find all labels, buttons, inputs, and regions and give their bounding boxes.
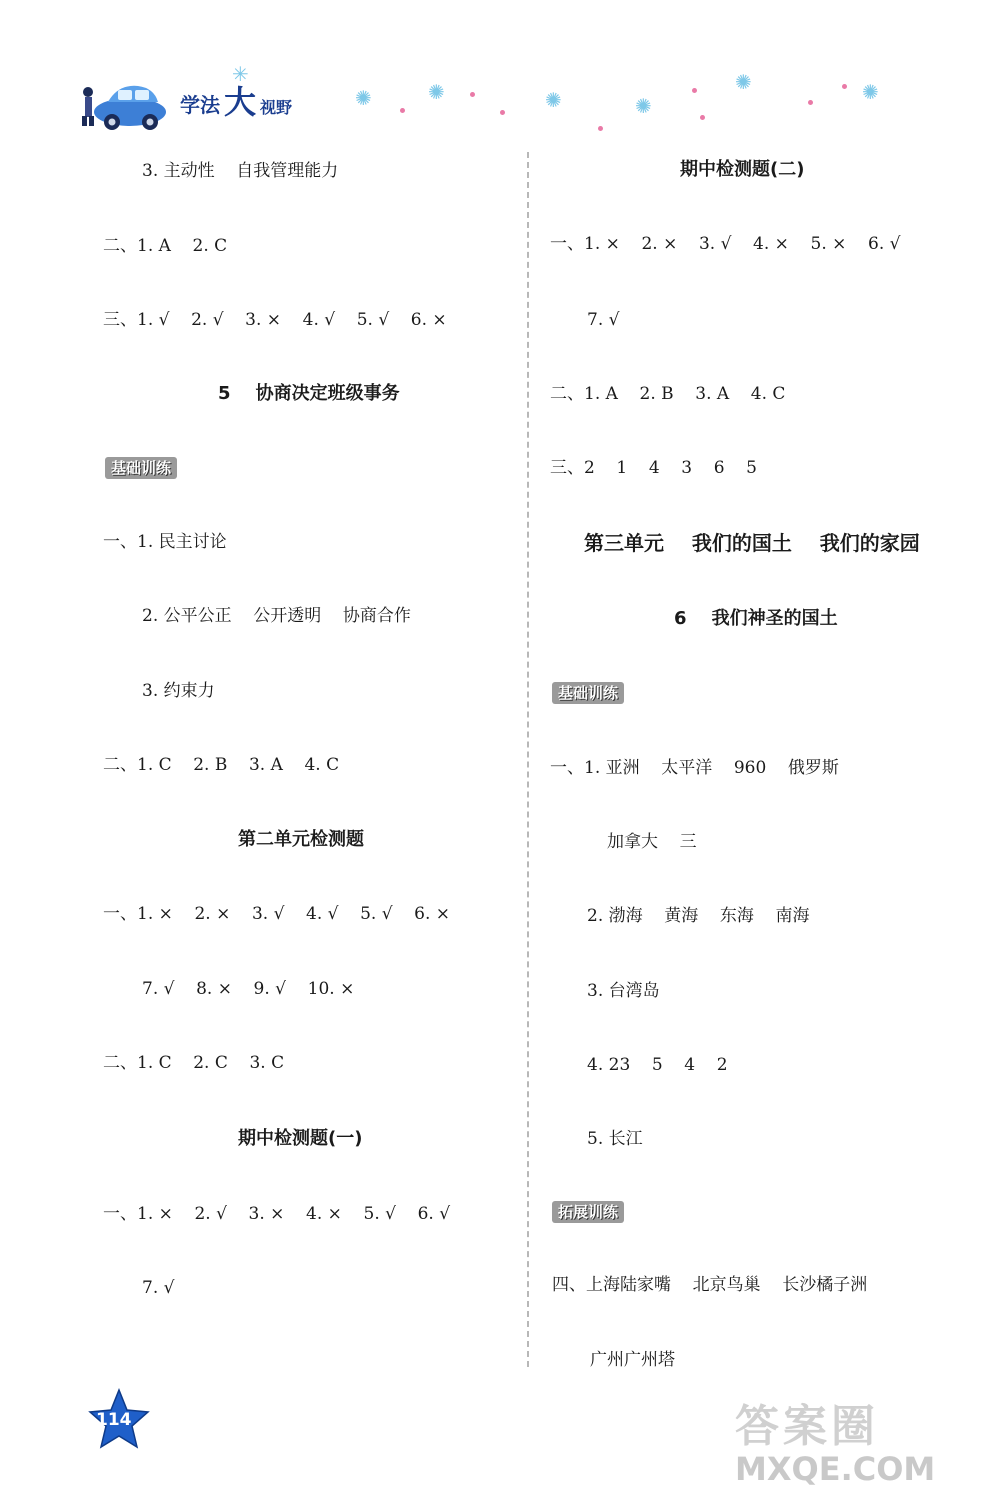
decor-dot [692,88,697,93]
answer-line: 一、1. × 2. × 3. √ 4. × 5. × 6. √ [550,234,901,254]
answer-line: 三、1. √ 2. √ 3. × 4. √ 5. √ 6. × [103,310,447,330]
answer-line: 四、上海陆家嘴 北京鸟巢 长沙橘子洲 [552,1275,868,1295]
page-number: 114 [96,1410,132,1430]
decor-dot [500,110,505,115]
answer-line: 3. 主动性 自我管理能力 [142,161,339,181]
watermark-url: MXQE.COM [735,1450,936,1488]
section-heading: 第二单元检测题 [238,829,364,850]
section-tag: 基础训练 [552,682,624,704]
answer-line: 二、1. C 2. C 3. C [103,1053,285,1073]
unit-heading: 第三单元 我们的国土 我们的家园 [584,531,920,555]
sparkle-icon: ✺ [735,70,752,94]
decor-dot [808,100,813,105]
answer-line: 一、1. 民主讨论 [103,532,227,552]
sparkle-icon: ✳ [232,62,249,86]
watermark-logo-text: 答案圈 [735,1401,879,1452]
sparkle-icon: ✺ [635,94,652,118]
sparkle-icon: ✺ [355,86,372,110]
decor-dot [700,115,705,120]
section-tag: 基础训练 [105,457,177,479]
page-header [0,0,1000,145]
column-divider [527,152,529,1367]
answer-line: 一、1. × 2. × 3. √ 4. √ 5. √ 6. × [103,904,451,924]
answer-line: 二、1. A 2. B 3. A 4. C [550,384,786,404]
answer-line: 4. 23 5 4 2 [587,1055,728,1075]
decor-dot [400,108,405,113]
answer-line: 三、2 1 4 3 6 5 [550,458,757,478]
answer-line: 二、1. A 2. C [103,236,228,256]
answer-line: 2. 公平公正 公开透明 协商合作 [142,606,411,626]
section-heading: 期中检测题(二) [680,159,805,180]
brand-part-3: 视野 [260,98,293,117]
answer-line: 7. √ 8. × 9. √ 10. × [142,979,355,999]
car-mascot-icon [78,82,170,132]
answer-line: 广州广州塔 [590,1350,675,1370]
answer-line: 二、1. C 2. B 3. A 4. C [103,755,340,775]
answer-line: 一、1. × 2. √ 3. × 4. × 5. √ 6. √ [103,1204,451,1224]
answer-line: 3. 约束力 [142,681,215,701]
section-heading: 6 我们神圣的国土 [674,608,838,629]
section-heading: 5 协商决定班级事务 [218,383,400,404]
answer-line: 7. √ [142,1278,175,1298]
decor-dot [470,92,475,97]
decor-dot [842,84,847,89]
answer-line: 5. 长江 [587,1129,643,1149]
answer-line: 一、1. 亚洲 太平洋 960 俄罗斯 [550,758,839,778]
brand-part-1: 学法 [180,93,220,117]
answer-line: 2. 渤海 黄海 东海 南海 [587,906,810,926]
sparkle-icon: ✺ [862,80,879,104]
section-tag: 拓展训练 [552,1201,624,1223]
decor-dot [598,126,603,131]
sparkle-icon: ✺ [428,80,445,104]
answer-line: 7. √ [587,310,620,330]
answer-line: 加拿大 三 [607,832,697,852]
sparkle-icon: ✺ [545,88,562,112]
answer-line: 3. 台湾岛 [587,981,660,1001]
watermark [735,1390,935,1488]
brand-part-2: 大 [224,83,257,121]
section-heading: 期中检测题(一) [238,1128,363,1149]
